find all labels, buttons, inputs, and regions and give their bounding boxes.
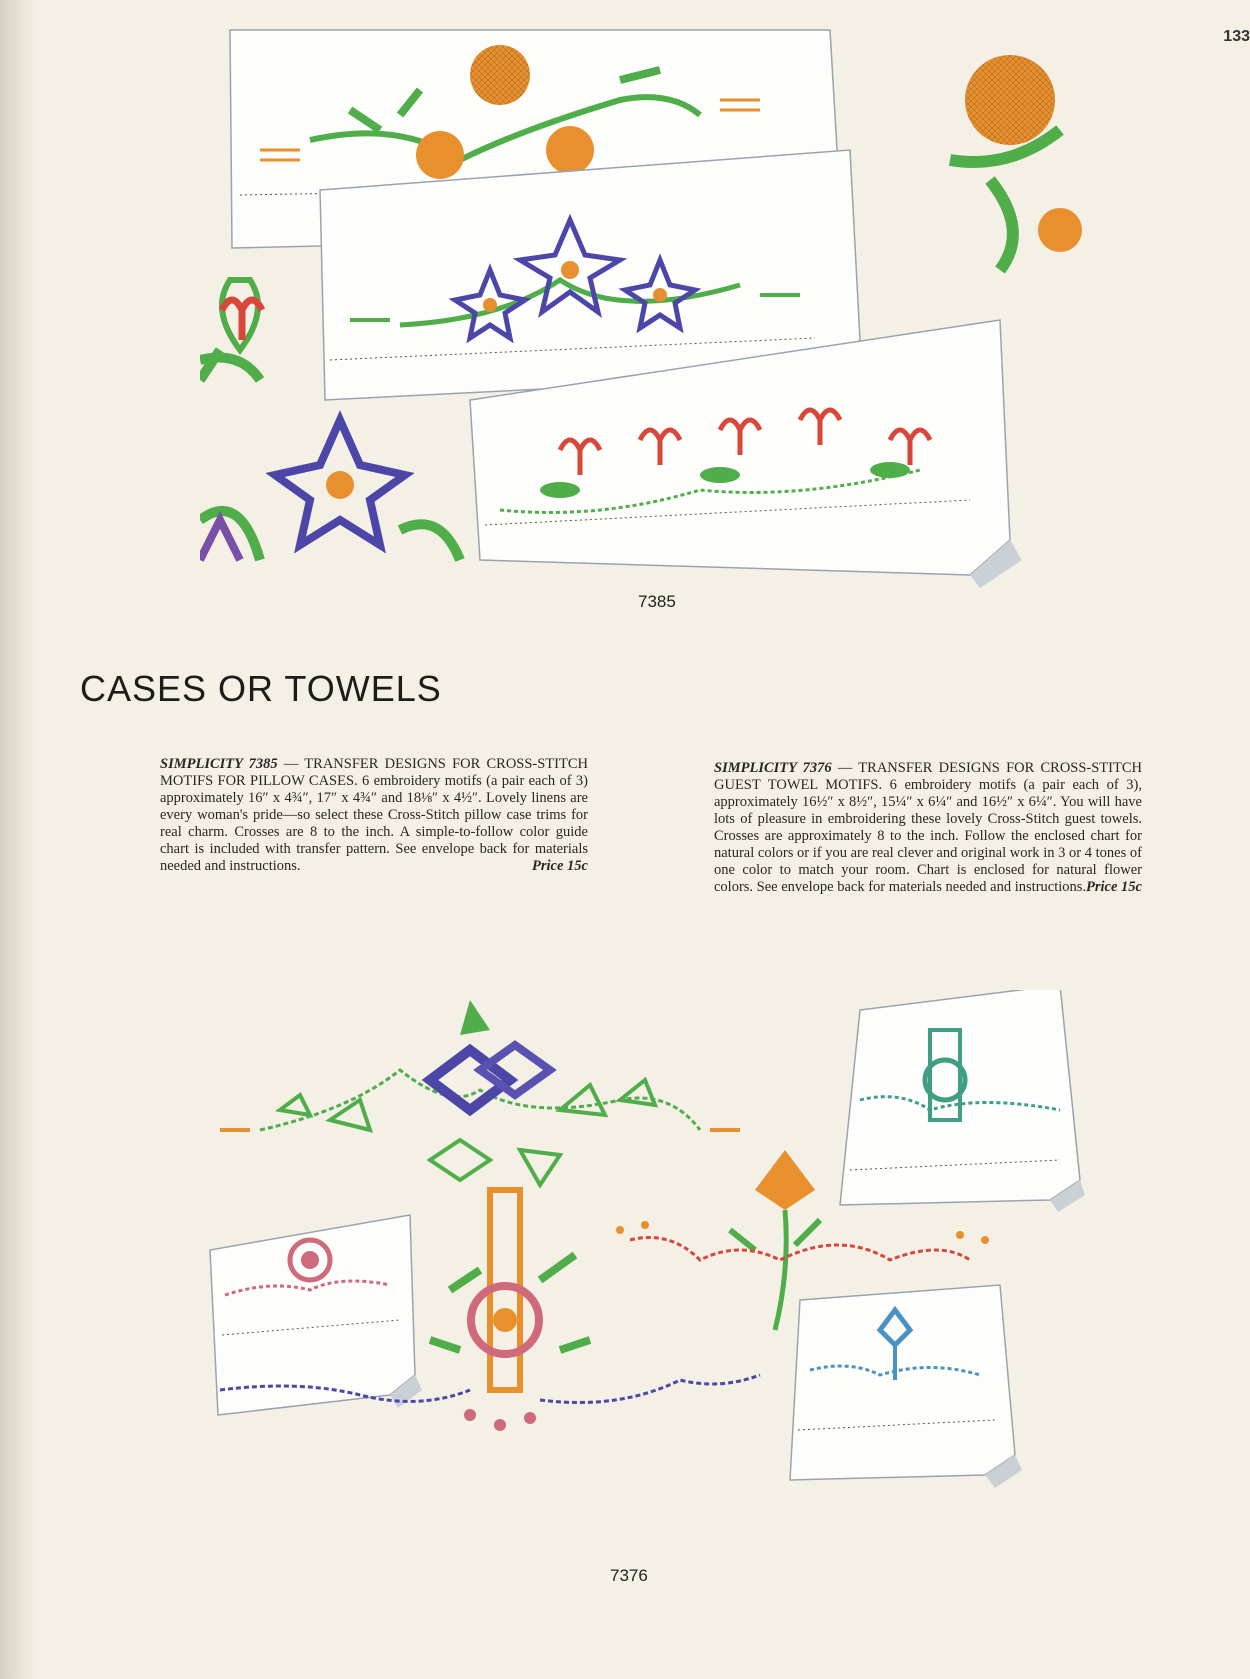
pattern-price-7385: Price 15c	[532, 858, 588, 874]
pattern-lead-7385: SIMPLICITY 7385	[160, 756, 278, 772]
towel-basket	[840, 990, 1085, 1212]
section-title: CASES OR TOWELS	[80, 668, 442, 709]
pattern-body-7385: — TRANSFER DESIGNS FOR CROSS-STITCH MOTIFS FOR PILLOW CASES. 6 embroidery motifs (a pair each of 3) approximately 16″ x 4¾″, 17″ x 4¾″ and 18⅛″ x 4½″. Lovely linens are every woman's pride—so select these Cross-Stitch pillow case trims for real charm. Crosses are 8 to the inch. A simple-to-follow color guide chart is included with transfer pattern. See envelope back for materials needed and instructions.	[160, 756, 588, 874]
morning-glory-motif	[220, 1000, 740, 1185]
pillowcase-illustration-7385	[200, 20, 1100, 610]
pattern-description-7385	[160, 756, 588, 875]
guest-towel-illustration-7376	[200, 990, 1120, 1590]
figure-label-7376: 7376	[610, 1566, 648, 1585]
pattern-description-7376	[714, 760, 1142, 896]
pattern-body-7376: — TRANSFER DESIGNS FOR CROSS-STITCH GUEST TOWEL MOTIFS. 6 embroidery motifs (a pair each of 3), approximately 16½″ x 8½″, 15¼″ x 6¼″ and 16½″ x 6¼″. You will have lots of pleasure in embroidering these lovely Cross-Stitch guest towels. Crosses are approximately 8 to the inch. Follow the enclosed chart for natural colors or if you are real clever and original work in 3 or 4 tones of one color to match your room. Chart is enclosed for natural flower colors. See envelope back for materials needed and instructions.	[714, 760, 1142, 895]
page-number: 133	[1223, 28, 1250, 45]
pattern-price-7376: Price 15c	[1086, 879, 1142, 895]
page-binding-shadow	[0, 0, 40, 1679]
towel-iris	[790, 1285, 1022, 1488]
towel-rose	[210, 1215, 422, 1415]
pattern-lead-7376: SIMPLICITY 7376	[714, 760, 832, 776]
figure-label-7385: 7385	[638, 592, 676, 611]
enlarged-tulip-motif	[200, 280, 262, 380]
enlarged-rose-motif	[950, 55, 1082, 270]
enlarged-star-flower-motif	[200, 420, 460, 560]
